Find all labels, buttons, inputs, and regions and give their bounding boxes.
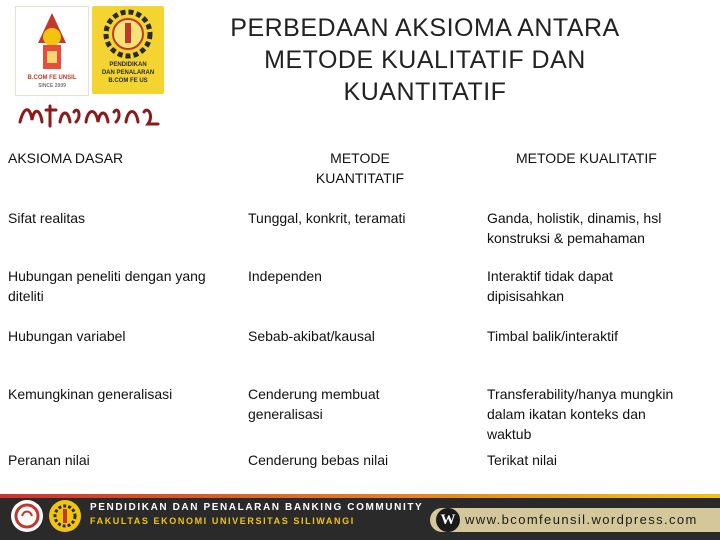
row-1-kualitatif: [487, 208, 661, 248]
title-line-3: KUANTITATIF: [343, 78, 507, 106]
row-4-kualitatif-line-1: Transferability/hanya mungkin: [487, 386, 674, 402]
row-3-kualitatif: Timbal balik/interaktif: [487, 328, 618, 344]
footer-banner: [0, 494, 720, 540]
pendidikan-penalaran-logo: [92, 6, 164, 94]
footer-community-text: PENDIDIKAN DAN PENALARAN BANKING COMMUNITY: [90, 502, 424, 513]
bcom-fe-unsil-logo: [15, 6, 89, 96]
row-4-kuantitatif-line-1: Cenderung membuat: [248, 386, 380, 402]
mascot-emblem-icon: [16, 7, 88, 77]
left-logo-subtext: SINCE 2009: [38, 83, 66, 89]
row-2-aksioma-line-1: Hubungan peneliti dengan yang: [8, 268, 206, 284]
row-4-kualitatif: [487, 384, 673, 444]
row-3-kuantitatif: Sebab-akibat/kausal: [248, 328, 375, 344]
left-logo-text: B.COM FE UNSIL: [27, 75, 77, 81]
right-logo-text-2: DAN PENALARAN: [101, 70, 155, 76]
footer-website-link[interactable]: www.bcomfeunsil.wordpress.com: [465, 512, 698, 527]
title-line-1: PERBEDAAN AKSIOMA ANTARA: [230, 14, 620, 42]
title-line-2: METODE KUALITATIF DAN: [264, 46, 586, 74]
row-4-kualitatif-line-3: waktub: [487, 426, 532, 442]
row-2-kualitatif: [487, 266, 613, 306]
footer-gear-emblem-icon: [48, 499, 82, 533]
row-2-aksioma-line-2: diteliti: [8, 288, 44, 304]
row-4-aksioma: Kemungkinan generalisasi: [8, 386, 173, 402]
row-5-kuantitatif: Cenderung bebas nilai: [248, 452, 389, 468]
wordpress-icon: W: [436, 508, 460, 532]
row-2-kualitatif-line-1: Interaktif tidak dapat: [487, 268, 614, 284]
header-kuantitatif-line-1: METODE: [330, 150, 390, 166]
row-5-kualitatif: Terikat nilai: [487, 452, 558, 468]
gear-emblem-icon: [92, 6, 164, 62]
header-aksioma-dasar: AKSIOMA DASAR: [8, 150, 124, 166]
row-2-aksioma: [8, 266, 206, 306]
header-kuantitatif-line-2: KUANTITATIF: [315, 170, 405, 186]
row-4-kuantitatif: [248, 384, 380, 424]
row-1-kualitatif-line-1: Ganda, holistik, dinamis, hsl: [487, 210, 662, 226]
footer-bcom-emblem-icon: [10, 499, 44, 533]
row-5-aksioma: Peranan nilai: [8, 452, 90, 468]
right-logo-text-1: PENDIDIKAN: [109, 62, 147, 68]
footer-faculty-text: FAKULTAS EKONOMI UNIVERSITAS SILIWANGI: [90, 516, 355, 526]
slide-title: [190, 12, 660, 108]
aksara-script-logo: [16, 100, 164, 132]
row-1-kualitatif-line-2: konstruksi & pemahaman: [487, 230, 645, 246]
row-2-kuantitatif: Independen: [248, 268, 322, 284]
footer-accent-bar: [0, 494, 720, 498]
row-4-kualitatif-line-2: dalam ikatan konteks dan: [487, 406, 646, 422]
header-metode-kualitatif: METODE KUALITATIF: [516, 150, 657, 166]
row-4-kuantitatif-line-2: generalisasi: [248, 406, 323, 422]
row-2-kualitatif-line-2: dipisisahkan: [487, 288, 565, 304]
row-1-aksioma: Sifat realitas: [8, 210, 86, 226]
header-metode-kuantitatif: [300, 148, 420, 188]
row-1-kuantitatif: Tunggal, konkrit, teramati: [248, 210, 406, 226]
row-3-aksioma: Hubungan variabel: [8, 328, 126, 344]
right-logo-text-3: B.COM FE US: [108, 78, 148, 84]
